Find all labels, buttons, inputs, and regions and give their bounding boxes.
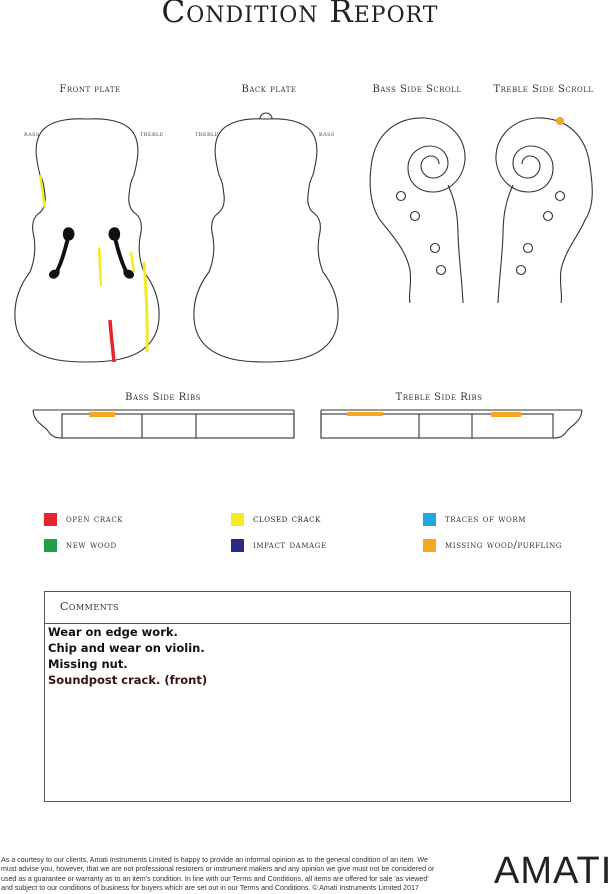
- disclaimer-text: As a courtesy to our clients, Amati Instruments Limited is happy to provide an informal opinion as to the general condition of an item. We must advise you, however, that we are not professional restorers or instrument makers and any opinion we give must not be considered or used as a guarantee or warranty as to an item's condition. In line with our Terms and Conditions, all items are offered for sale 'as viewed' and subject to our conditions of business for buyers which are set out in our Terms and Conditions. © Amati Instruments Limited 2017: [1, 856, 435, 893]
- impact-damage-label: impact damage: [253, 540, 327, 551]
- new-wood-label: new wood: [66, 540, 117, 551]
- comments-header: [45, 592, 570, 624]
- treble-side-ribs-label: Treble Side Ribs: [395, 392, 483, 403]
- legend-missing-wood: [423, 539, 562, 552]
- back-treble-label: treble: [195, 130, 219, 138]
- new-wood-swatch: [44, 539, 57, 552]
- traces-of-worm-swatch: [423, 513, 436, 526]
- open-crack-swatch: [44, 513, 57, 526]
- page-title: Condition Report: [161, 0, 439, 30]
- bass-side-scroll-label: Bass Side Scroll: [372, 84, 462, 95]
- legend-impact-damage: [231, 539, 327, 552]
- bass-side-ribs-label: Bass Side Ribs: [125, 392, 201, 403]
- treble-ribs-body: [321, 414, 553, 438]
- legend-new-wood: [44, 539, 117, 552]
- open-crack-label: open crack: [66, 514, 124, 525]
- back-bass-label: bass: [319, 130, 335, 138]
- comments-title: Comments: [60, 600, 120, 613]
- treble-side-scroll-label: Treble Side Scroll: [493, 84, 594, 95]
- impact-damage-swatch: [231, 539, 244, 552]
- closed-crack-swatch: [231, 513, 244, 526]
- closed-crack-label: closed crack: [253, 514, 321, 525]
- legend-traces-of-worm: [423, 513, 526, 526]
- missing-wood-label: missing wood/purfling: [445, 540, 563, 551]
- treble-ribs-neck: [553, 410, 582, 438]
- amati-logo: AMATI: [494, 850, 612, 892]
- treble-ribs-missing-wood-mark-2: [491, 412, 521, 417]
- treble-ribs-missing-wood-mark-1: [347, 412, 383, 416]
- front-bass-label: bass: [24, 130, 40, 138]
- missing-wood-swatch: [423, 539, 436, 552]
- legend-open-crack: [44, 513, 123, 526]
- legend-closed-crack: [231, 513, 321, 526]
- comment-line-1: Wear on edge work.: [48, 625, 178, 639]
- front-treble-label: treble: [140, 130, 164, 138]
- comments-box: [44, 591, 571, 802]
- comment-line-2: Chip and wear on violin.: [48, 641, 205, 655]
- comment-line-4: Soundpost crack. (front): [48, 673, 208, 687]
- front-plate-label: Front plate: [59, 84, 121, 95]
- comment-line-3: Missing nut.: [48, 657, 128, 671]
- traces-of-worm-label: traces of worm: [445, 514, 526, 525]
- back-plate-label: Back plate: [241, 84, 297, 95]
